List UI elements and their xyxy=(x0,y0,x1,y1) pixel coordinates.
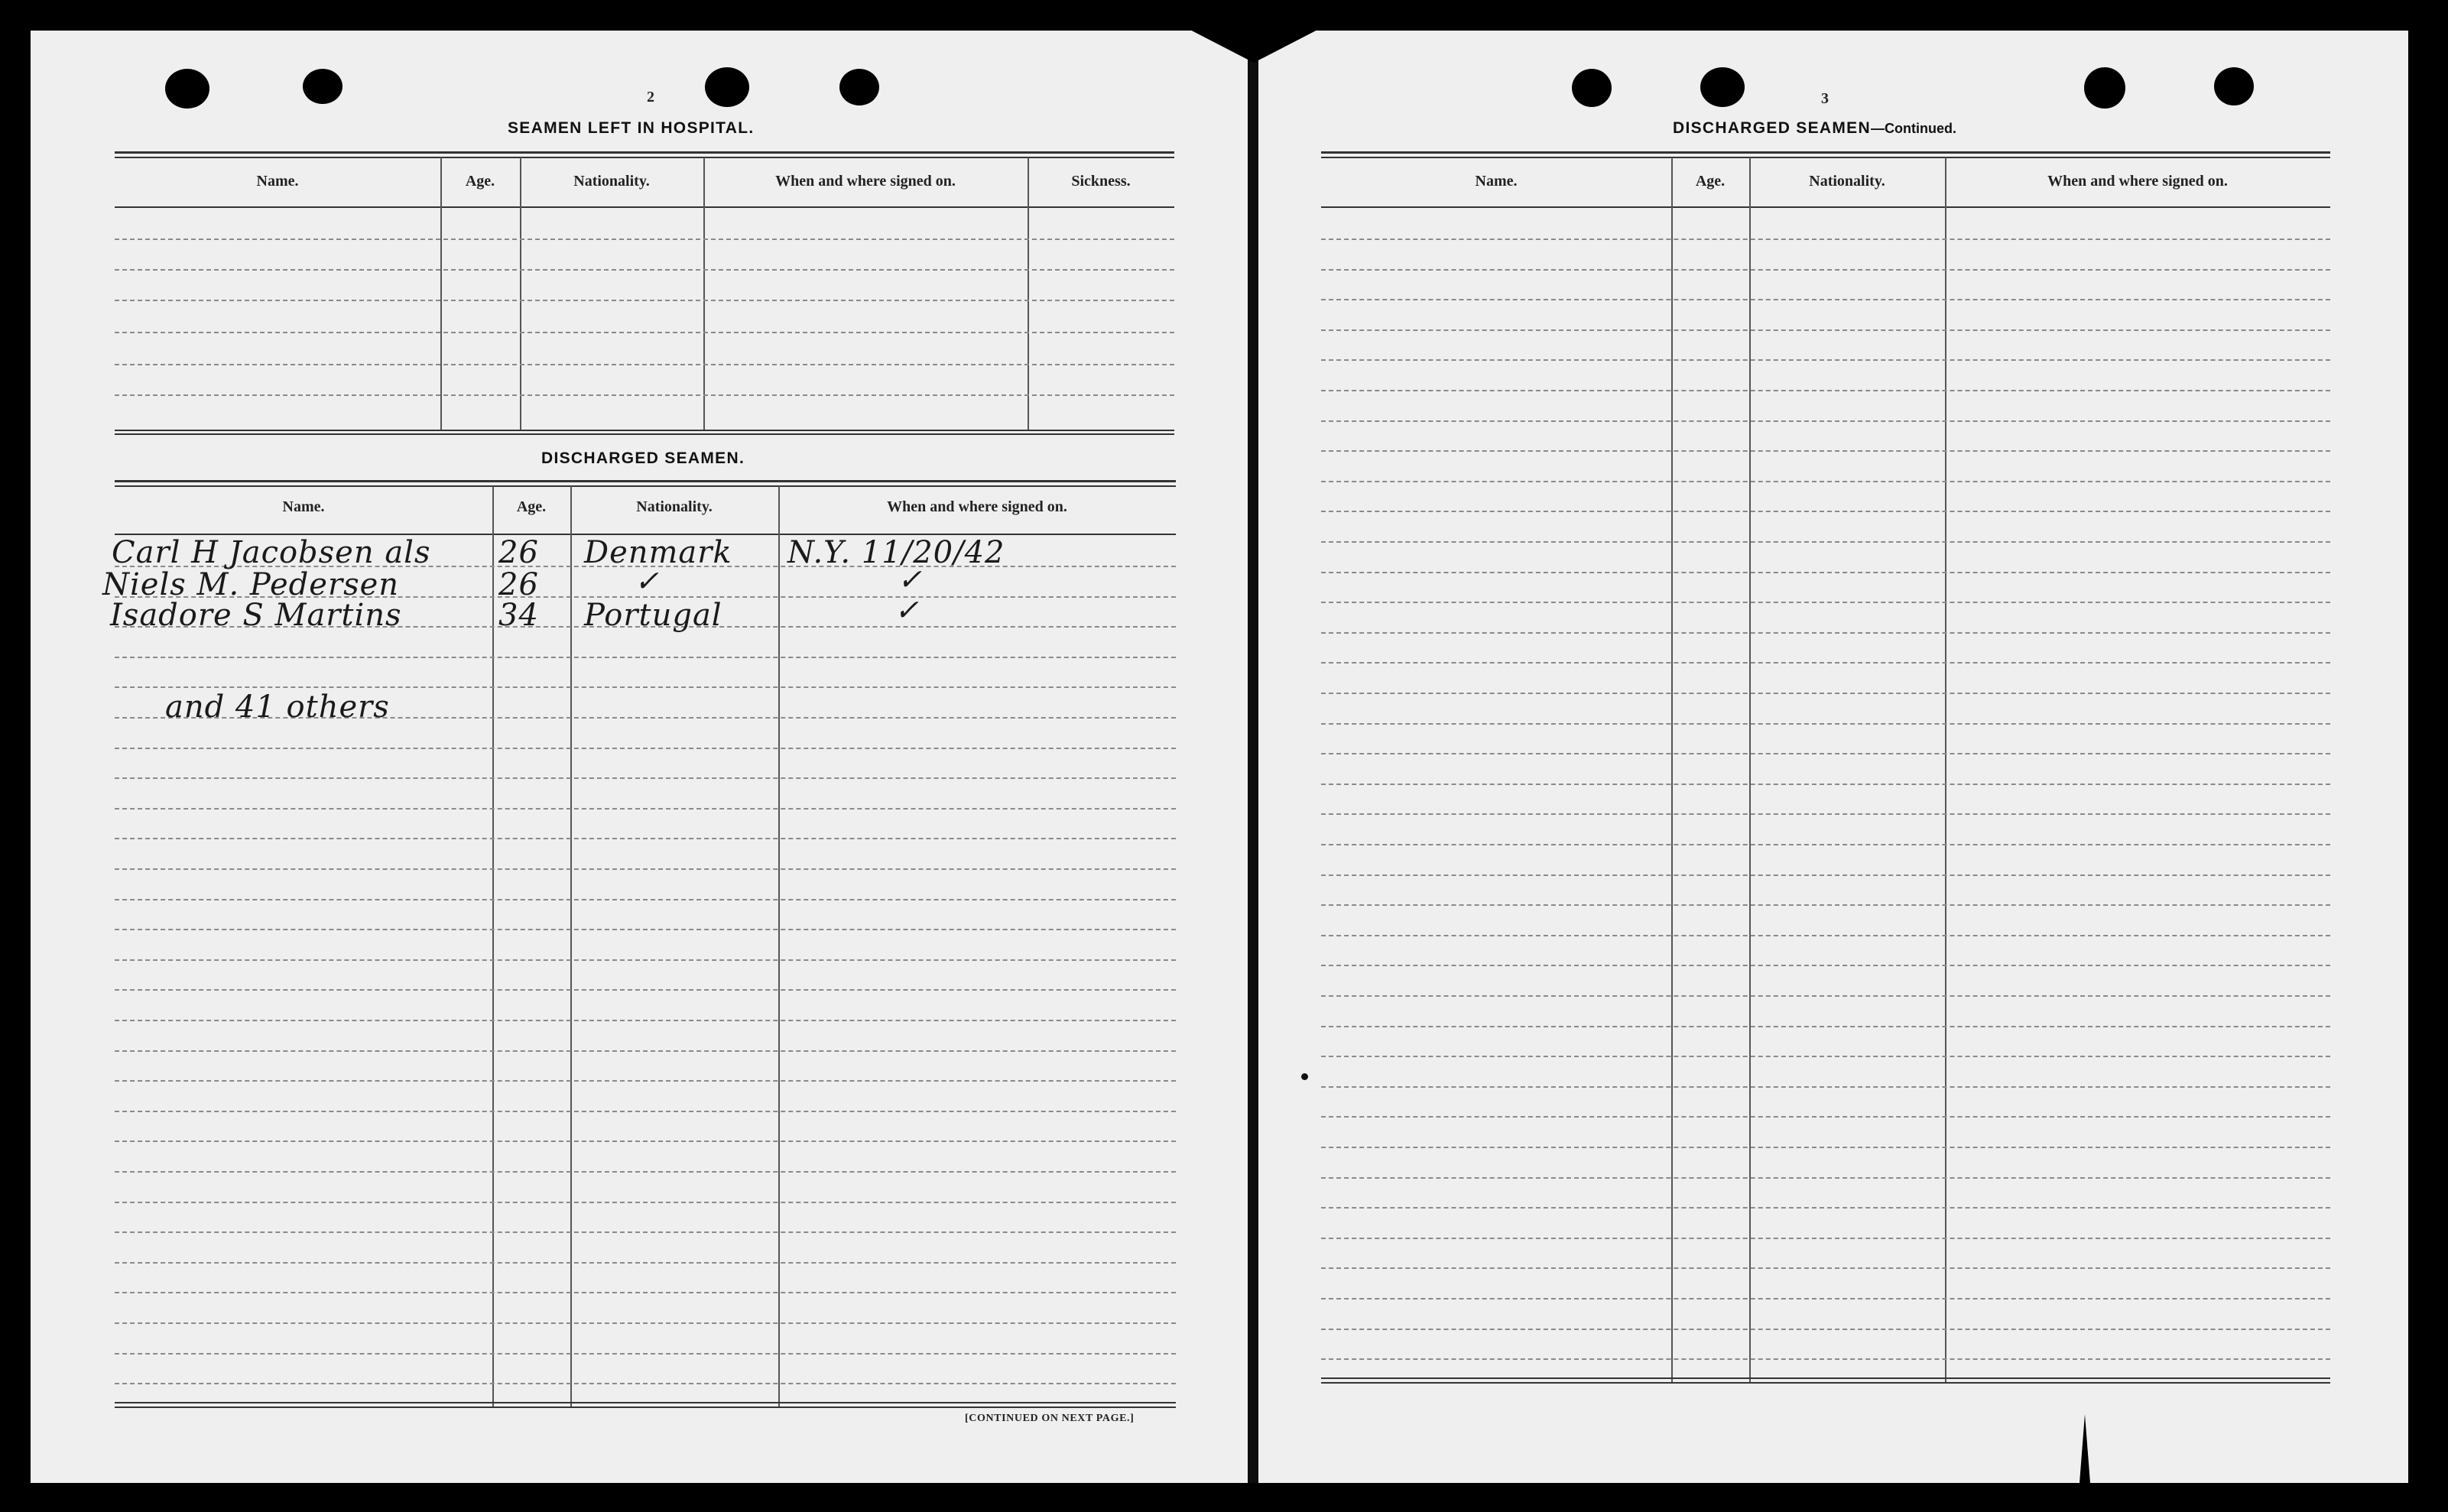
row-line xyxy=(1321,813,2330,815)
column-divider xyxy=(1671,157,1673,1384)
row-line xyxy=(1321,1177,2330,1179)
row-line xyxy=(1321,844,2330,845)
table-top-rule xyxy=(115,480,1176,482)
page-number-right: 3 xyxy=(1821,90,1829,107)
row-line xyxy=(115,269,1174,271)
row-line xyxy=(115,1292,1176,1293)
punch-hole-icon xyxy=(1700,67,1745,107)
row-line xyxy=(1321,1056,2330,1057)
row-line xyxy=(1321,390,2330,391)
punch-hole-icon xyxy=(2084,67,2125,109)
column-header-nationality: Nationality. xyxy=(636,498,713,515)
discharged-continued-table xyxy=(1321,151,2330,1385)
column-divider xyxy=(520,157,521,430)
row-line xyxy=(1321,1026,2330,1027)
row-line xyxy=(115,364,1174,365)
row-line xyxy=(1321,662,2330,664)
column-divider xyxy=(492,486,494,1408)
row-line xyxy=(115,838,1176,839)
row-line xyxy=(1321,1358,2330,1360)
row-line xyxy=(1321,935,2330,936)
row-line xyxy=(1321,359,2330,361)
row-line xyxy=(115,1140,1176,1142)
punch-hole-icon xyxy=(303,69,343,104)
table-bottom-rule xyxy=(1321,1377,2330,1379)
row-line xyxy=(115,300,1174,301)
row-line xyxy=(115,1111,1176,1112)
row-line xyxy=(115,1171,1176,1173)
entry-name: Niels M. Pedersen xyxy=(102,567,400,602)
row-line xyxy=(1321,693,2330,694)
column-header-name: Name. xyxy=(1475,173,1518,190)
column-header-signed-on: When and where signed on. xyxy=(775,173,956,190)
entry-nationality: Portugal xyxy=(584,598,722,633)
punch-hole-icon xyxy=(839,69,879,105)
table-bottom-rule xyxy=(115,433,1174,435)
column-header-sickness: Sickness. xyxy=(1071,173,1131,190)
table-top-rule xyxy=(115,151,1174,154)
column-divider xyxy=(570,486,572,1408)
table-bottom-rule xyxy=(1321,1382,2330,1384)
row-line xyxy=(1321,299,2330,300)
table-top-rule xyxy=(115,485,1176,487)
entry-signed-on: ✓ xyxy=(894,593,920,627)
row-line xyxy=(115,1262,1176,1264)
row-line xyxy=(1321,450,2330,452)
header-rule xyxy=(115,206,1174,208)
row-line xyxy=(115,1322,1176,1324)
row-line xyxy=(115,686,1176,688)
entry-nationality: Denmark xyxy=(584,535,732,570)
row-line xyxy=(115,1050,1176,1052)
column-divider xyxy=(440,157,442,430)
row-line xyxy=(1321,1086,2330,1088)
row-line xyxy=(115,989,1176,991)
row-line xyxy=(1321,541,2330,543)
row-line xyxy=(115,929,1176,930)
column-divider xyxy=(778,486,780,1408)
hospital-table xyxy=(115,151,1174,436)
row-line xyxy=(1321,874,2330,876)
row-line xyxy=(115,238,1174,240)
row-line xyxy=(115,657,1176,658)
row-line xyxy=(1321,965,2330,966)
row-line xyxy=(1321,269,2330,271)
header-rule xyxy=(1321,206,2330,208)
table-bottom-rule xyxy=(115,1407,1176,1408)
column-header-age: Age. xyxy=(1695,173,1726,190)
entry-age: 26 xyxy=(498,535,539,570)
row-line xyxy=(115,868,1176,870)
punch-hole-icon xyxy=(1572,69,1612,107)
row-line xyxy=(115,1231,1176,1233)
page-number-left: 2 xyxy=(647,89,654,105)
row-line xyxy=(1321,1116,2330,1118)
column-header-nationality: Nationality. xyxy=(573,173,650,190)
column-header-signed-on: When and where signed on. xyxy=(887,498,1067,515)
row-line xyxy=(115,1020,1176,1021)
continued-title-suffix: —Continued. xyxy=(1870,121,1956,136)
row-line xyxy=(1321,238,2330,240)
continued-footnote: [CONTINUED ON NEXT PAGE.] xyxy=(965,1413,1135,1424)
punch-hole-icon xyxy=(165,69,209,109)
row-line xyxy=(115,1080,1176,1082)
row-line xyxy=(1321,1267,2330,1269)
punch-hole-icon xyxy=(2214,67,2254,105)
column-header-age: Age. xyxy=(516,498,547,515)
entry-age: 34 xyxy=(498,598,539,633)
row-line xyxy=(115,1202,1176,1203)
row-line xyxy=(1321,1147,2330,1148)
column-divider xyxy=(1749,157,1751,1384)
entry-nationality: ✓ xyxy=(635,564,660,598)
row-line xyxy=(115,1383,1176,1384)
row-line xyxy=(1321,420,2330,422)
page-fold xyxy=(1248,31,1258,1483)
table-bottom-rule xyxy=(115,430,1174,431)
hospital-section-title: SEAMEN LEFT IN HOSPITAL. xyxy=(508,119,755,137)
table-top-rule xyxy=(115,157,1174,158)
entry-name: Isadore S Martins xyxy=(110,598,402,633)
discharged-section-title: DISCHARGED SEAMEN. xyxy=(541,449,745,467)
row-line xyxy=(115,899,1176,900)
row-line xyxy=(115,1353,1176,1355)
column-header-signed-on: When and where signed on. xyxy=(2047,173,2228,190)
column-header-age: Age. xyxy=(465,173,495,190)
row-line xyxy=(1321,602,2330,603)
column-divider xyxy=(1028,157,1029,430)
entry-signed-on: N.Y. 11/20/42 xyxy=(787,535,1005,570)
row-line xyxy=(1321,329,2330,331)
entry-signed-on: ✓ xyxy=(898,563,923,596)
column-header-name: Name. xyxy=(256,173,299,190)
row-line xyxy=(1321,753,2330,754)
row-line xyxy=(115,748,1176,749)
row-line xyxy=(1321,995,2330,997)
row-line xyxy=(1321,572,2330,573)
column-header-nationality: Nationality. xyxy=(1809,173,1885,190)
row-line xyxy=(115,777,1176,779)
entry-age: 26 xyxy=(498,567,539,602)
row-line xyxy=(1321,1207,2330,1209)
row-line xyxy=(1321,481,2330,482)
row-line xyxy=(1321,1329,2330,1330)
row-line xyxy=(115,332,1174,333)
row-line xyxy=(1321,784,2330,785)
row-line xyxy=(1321,1238,2330,1239)
column-divider xyxy=(703,157,705,430)
row-line xyxy=(1321,511,2330,512)
row-line xyxy=(115,959,1176,961)
table-top-rule xyxy=(1321,157,2330,158)
row-line xyxy=(1321,632,2330,634)
table-bottom-rule xyxy=(115,1402,1176,1403)
column-divider xyxy=(1945,157,1946,1384)
entry-name: Carl H Jacobsen als xyxy=(112,535,431,570)
column-header-name: Name. xyxy=(282,498,325,515)
punch-hole-icon xyxy=(705,67,749,107)
table-top-rule xyxy=(1321,151,2330,154)
row-line xyxy=(115,808,1176,810)
row-line xyxy=(1321,723,2330,725)
continued-title-main: DISCHARGED SEAMEN xyxy=(1673,119,1871,137)
ink-speck xyxy=(1301,1073,1308,1080)
others-note: and 41 others xyxy=(165,689,390,725)
continued-section-title xyxy=(1673,119,1956,138)
row-line xyxy=(1321,904,2330,906)
row-line xyxy=(1321,1298,2330,1299)
row-line xyxy=(115,394,1174,396)
